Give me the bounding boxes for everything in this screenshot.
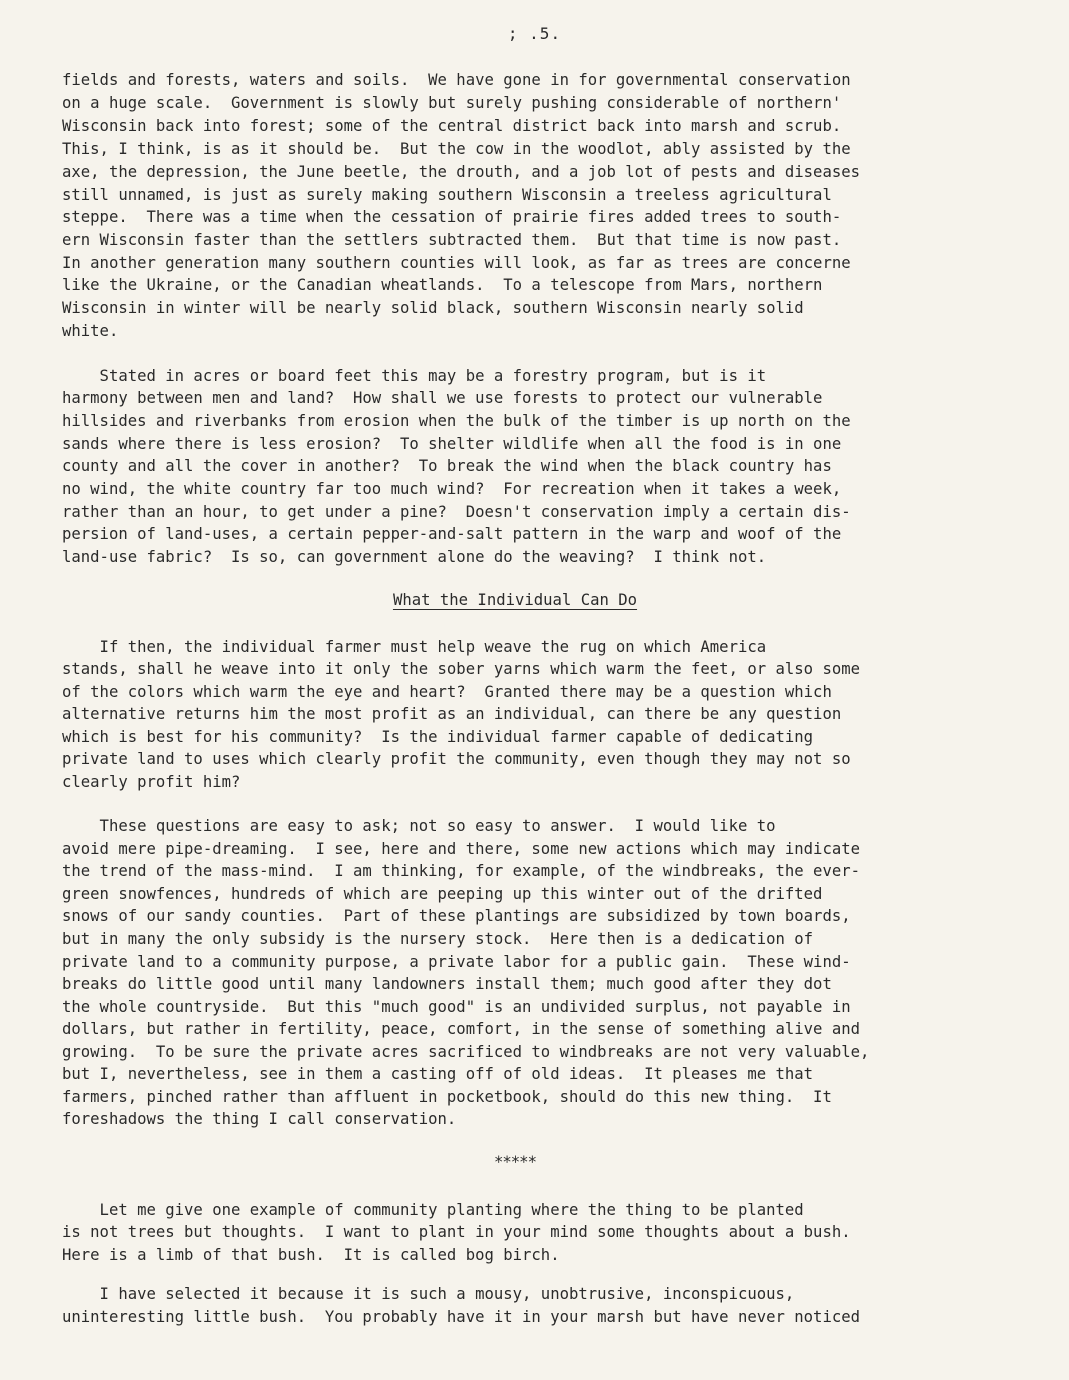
text-line: Wisconsin in winter will be nearly solid black, southern Wisconsin nearly solid	[62, 299, 804, 317]
text-line: Wisconsin back into forest; some of the central district back into marsh and scrub.	[62, 117, 842, 135]
text-line: If then, the individual farmer must help weave the rug on which America	[62, 638, 767, 656]
text-line: sands where there is less erosion? To shelter wildlife when all the food is in one	[62, 435, 842, 453]
text-line: but in many the only subsidy is the nursery stock. Here then is a dedication of	[62, 930, 814, 948]
text-line: ern Wisconsin faster than the settlers subtracted them. But that time is now past.	[62, 231, 842, 249]
text-line: uninteresting little bush. You probably have it in your marsh but have never noticed	[62, 1308, 860, 1326]
page-number: ; .5.	[507, 24, 562, 43]
text-line: snows of our sandy counties. Part of these plantings are subsidized by town boards,	[62, 907, 851, 925]
text-line: breaks do little good until many landowners install them; much good after they dot	[62, 975, 832, 993]
text-line: hillsides and riverbanks from erosion when the bulk of the timber is up north on the	[62, 412, 851, 430]
section-separator: *****	[494, 1153, 536, 1171]
text-line: alternative returns him the most profit as an individual, can there be any question	[62, 705, 842, 723]
text-line: like the Ukraine, or the Canadian wheatlands. To a telescope from Mars, northern	[62, 276, 823, 294]
text-line: is not trees but thoughts. I want to plant in your mind some thoughts about a bush.	[62, 1223, 851, 1241]
text-line: These questions are easy to ask; not so easy to answer. I would like to	[62, 817, 776, 835]
text-line: foreshadows the thing I call conservation.	[62, 1110, 457, 1128]
text-line: on a huge scale. Government is slowly but surely pushing considerable of northern'	[62, 94, 842, 112]
section-heading: What the Individual Can Do	[392, 591, 638, 609]
text-line: steppe. There was a time when the cessation of prairie fires added trees to south-	[62, 208, 842, 226]
text-line: no wind, the white country far too much wind? For recreation when it takes a week,	[62, 480, 842, 498]
text-line: farmers, pinched rather than affluent in pocketbook, should do this new thing. It	[62, 1088, 832, 1106]
text-line: private land to uses which clearly profit the community, even though they may not so	[62, 750, 851, 768]
text-line: Here is a limb of that bush. It is called bog birch.	[62, 1246, 560, 1264]
text-line: green snowfences, hundreds of which are peeping up this winter out of the drifted	[62, 885, 823, 903]
text-line: avoid mere pipe-dreaming. I see, here and there, some new actions which may indicate	[62, 840, 860, 858]
text-line: private land to a community purpose, a private labor for a public gain. These wind-	[62, 953, 851, 971]
text-line: fields and forests, waters and soils. We have gone in for governmental conservation	[62, 71, 851, 89]
text-line: harmony between men and land? How shall we use forests to protect our vulnerable	[62, 389, 823, 407]
text-line: Let me give one example of community planting where the thing to be planted	[62, 1201, 804, 1219]
text-line: clearly profit him?	[62, 773, 241, 791]
text-line: axe, the depression, the June beetle, the drouth, and a job lot of pests and diseases	[62, 163, 860, 181]
text-line: rather than an hour, to get under a pine? Doesn't conservation imply a certain dis-	[62, 503, 851, 521]
text-line: the trend of the mass-mind. I am thinking, for example, of the windbreaks, the ever-	[62, 862, 860, 880]
text-line: the whole countryside. But this "much good" is an undivided surplus, not payable in	[62, 998, 851, 1016]
text-line: dollars, but rather in fertility, peace, comfort, in the sense of something alive and	[62, 1020, 860, 1038]
text-line: stands, shall he weave into it only the sober yarns which warm the feet, or also some	[62, 660, 860, 678]
text-line: county and all the cover in another? To break the wind when the black country has	[62, 457, 832, 475]
text-line: growing. To be sure the private acres sacrificed to windbreaks are not very valuable,	[62, 1043, 870, 1061]
text-line: persion of land-uses, a certain pepper-and-salt pattern in the warp and woof of the	[62, 525, 842, 543]
text-line: but I, nevertheless, see in them a casting off of old ideas. It pleases me that	[62, 1065, 814, 1083]
text-line: In another generation many southern counties will look, as far as trees are concerne	[62, 254, 851, 272]
text-line: still unnamed, is just as surely making southern Wisconsin a treeless agricultural	[62, 186, 832, 204]
text-line: of the colors which warm the eye and heart? Granted there may be a question which	[62, 683, 832, 701]
text-line: This, I think, is as it should be. But the cow in the woodlot, ably assisted by the	[62, 140, 851, 158]
text-line: which is best for his community? Is the individual farmer capable of dedicating	[62, 728, 814, 746]
text-line: I have selected it because it is such a mousy, unobtrusive, inconspicuous,	[62, 1285, 795, 1303]
text-line: Stated in acres or board feet this may be a forestry program, but is it	[62, 367, 767, 385]
text-line: white.	[62, 322, 119, 340]
text-line: land-use fabric? Is so, can government alone do the weaving? I think not.	[62, 548, 767, 566]
